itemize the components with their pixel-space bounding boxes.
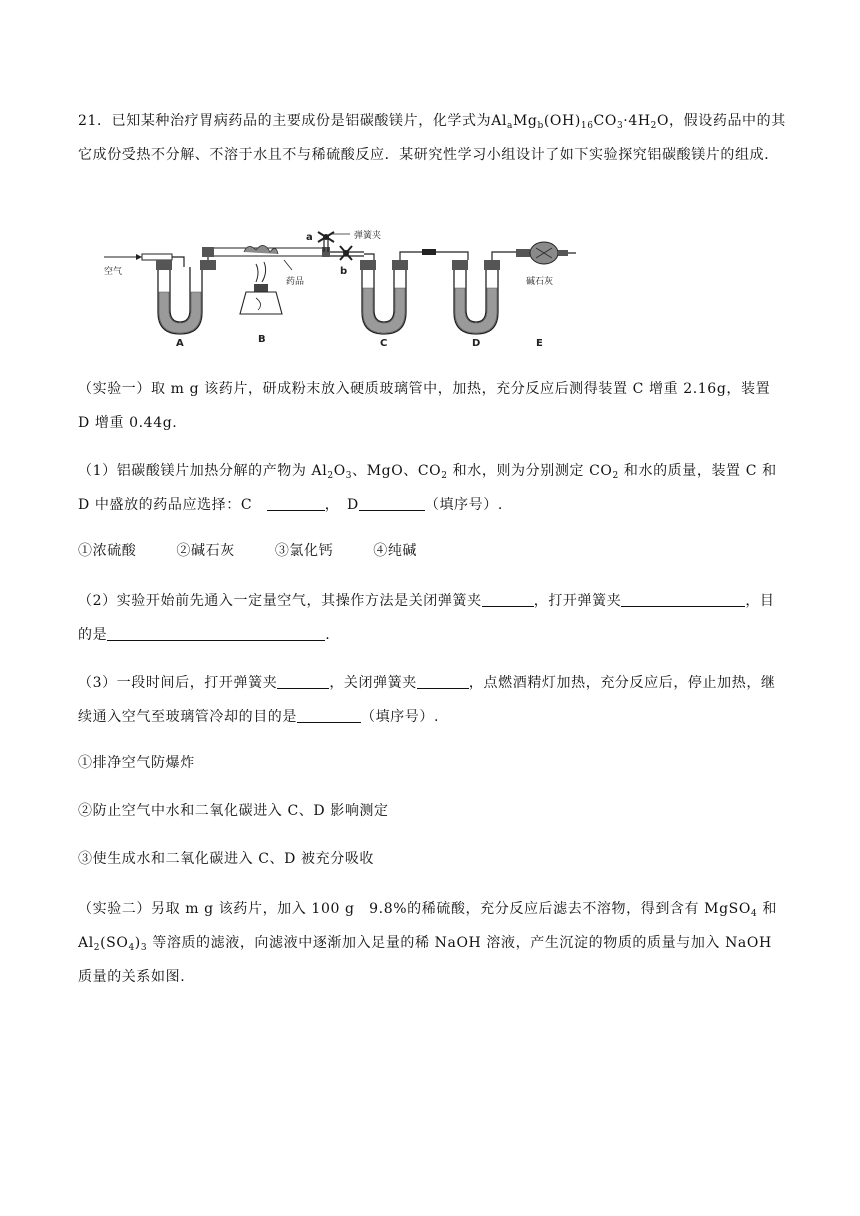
answer-blank-d[interactable] bbox=[359, 494, 425, 511]
chemical-formula: $Al_aMg_b(OH)_{16}CO_3\cdot 4H_2O$ bbox=[491, 113, 670, 131]
option-item: ②碱石灰 bbox=[176, 543, 235, 559]
air-arrowhead bbox=[136, 254, 142, 260]
answer-blank-2c[interactable] bbox=[107, 624, 325, 641]
answer-blank-3b[interactable] bbox=[417, 672, 469, 689]
question-intro: 21．已知某种治疗胃病药品的主要成份是铝碳酸镁片，化学式为$Al_aMg_b(OH)_{16}CO_3\cdot 4H_2O$，假设药品中的其它成份受热不分解、不溶于水且不与稀硫酸反应．某研究性学习小组设计了如下实验探究铝碳酸镁片的组成． bbox=[78, 113, 786, 163]
question-2: （2）实验开始前先通入一定量空气，其操作方法是关闭弹簧夹 ，打开弹簧夹 ，目的是 . bbox=[78, 584, 786, 652]
svg-text:弹簧夹: 弹簧夹 bbox=[354, 231, 382, 241]
question-1: （1）铝碳酸镁片加热分解的产物为 $Al_2O_3$、MgO、$CO_2$ 和水，则为分别测定 $CO_2$ 和水的质量，装置 C 和 D 中盛放的药品应选择：C ， D （填序号）. bbox=[78, 463, 777, 513]
experiment-two: （实验二）另取 m g 该药片，加入 100 g 9.8%的稀硫酸，充分反应后滤去不溶物，得到含有 MgSO$_4$ 和 $Al_2(SO_4)_3$ 等溶质的滤液，向滤液中逐渐加入足量的稀 NaOH 溶液，产生沉淀的物质的质量与加入 NaOH 质量的关系如图. bbox=[78, 901, 777, 985]
option-3-1: ①排净空气防爆炸 bbox=[78, 755, 195, 771]
spring-clip-a bbox=[318, 232, 334, 242]
svg-text:C: C bbox=[380, 338, 388, 349]
spring-clip-b bbox=[340, 246, 352, 260]
option-item: ①浓硫酸 bbox=[78, 543, 137, 559]
question-3: （3）一段时间后，打开弹簧夹 ，关闭弹簧夹 ，点燃酒精灯加热，充分反应后，停止加热，继续通入空气至玻璃管冷却的目的是 （填序号）. bbox=[78, 666, 786, 734]
answer-blank-2a[interactable] bbox=[482, 590, 534, 607]
u-tube-d bbox=[452, 260, 500, 334]
inlet-tube bbox=[142, 254, 172, 260]
option-3-2: ②防止空气中水和二氧化碳进入 C、D 影响测定 bbox=[78, 803, 389, 819]
drying-tube-e bbox=[516, 242, 576, 264]
svg-text:b: b bbox=[340, 266, 348, 277]
svg-text:a: a bbox=[306, 232, 313, 243]
question-number: 21． bbox=[78, 113, 112, 129]
u-tube-c bbox=[360, 260, 408, 334]
answer-blank-3c[interactable] bbox=[297, 706, 361, 723]
apparatus-diagram bbox=[96, 222, 616, 350]
svg-text:E: E bbox=[536, 338, 543, 349]
u-tube-a bbox=[156, 260, 216, 334]
experiment-one: （实验一）取 m g 该药片，研成粉末放入硬质玻璃管中，加热，充分反应后测得装置 C 增重 2.16g，装置 D 增重 0.44g. bbox=[78, 381, 771, 431]
svg-text:D: D bbox=[472, 338, 481, 349]
svg-text:药品: 药品 bbox=[286, 277, 305, 287]
option-3-3: ③使生成水和二氧化碳进入 C、D 被充分吸收 bbox=[78, 851, 375, 867]
answer-blank-3a[interactable] bbox=[277, 672, 329, 689]
svg-text:A: A bbox=[176, 338, 184, 349]
option-item: ④纯碱 bbox=[373, 543, 418, 559]
answer-blank-2b[interactable] bbox=[621, 590, 745, 607]
option-item: ③氯化钙 bbox=[274, 543, 334, 559]
air-label: 空气 bbox=[104, 267, 123, 277]
svg-text:B: B bbox=[258, 334, 266, 345]
options-list-1 bbox=[78, 534, 786, 568]
answer-blank-c[interactable] bbox=[267, 494, 325, 511]
svg-text:碱石灰: 碱石灰 bbox=[526, 277, 554, 287]
